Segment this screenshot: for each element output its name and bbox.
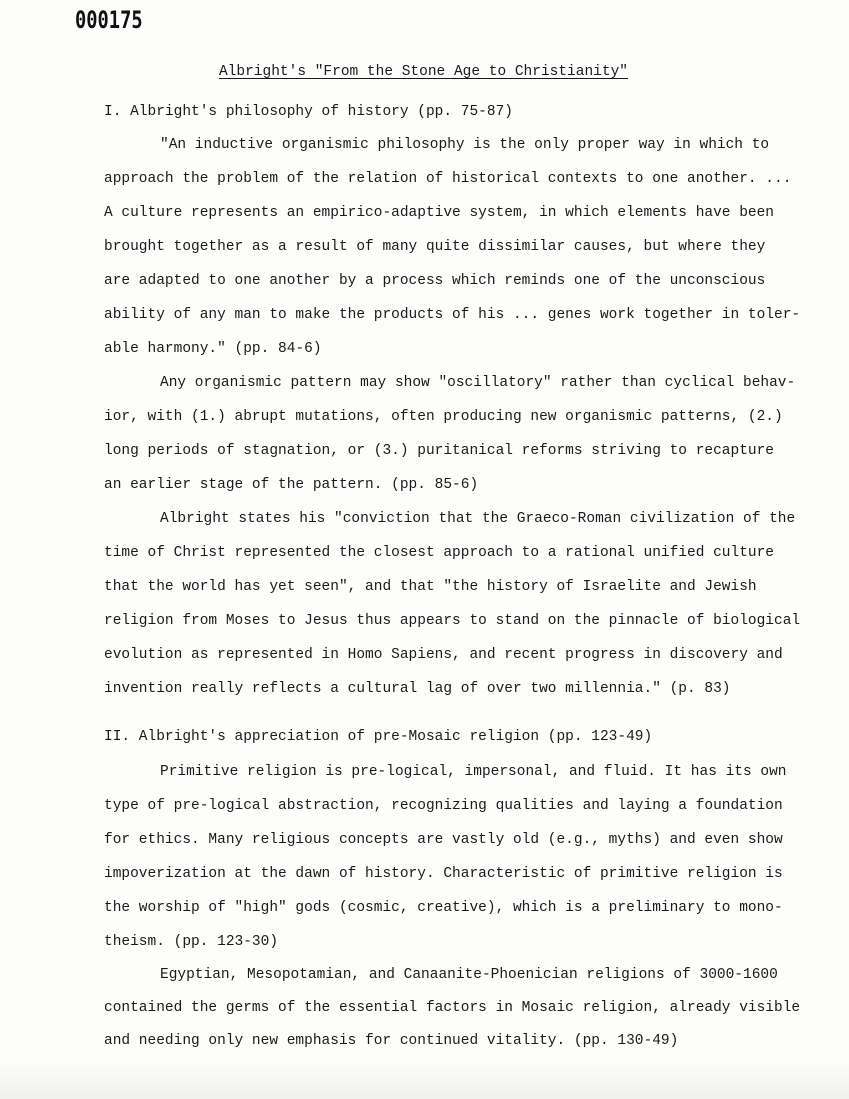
paragraph-line: contained the germs of the essential factors in Mosaic religion, already visible	[104, 1000, 801, 1016]
paragraph-line: evolution as represented in Homo Sapiens, and recent progress in discovery and	[104, 647, 783, 663]
paragraph-line: Primitive religion is pre-logical, impersonal, and fluid. It has its own	[160, 764, 787, 780]
paragraph-line: "An inductive organismic philosophy is the only proper way in which to	[160, 137, 770, 153]
paragraph-line: approach the problem of the relation of historical contexts to one another. ...	[104, 171, 792, 187]
paragraph-line: ior, with (1.) abrupt mutations, often producing new organismic patterns, (2.)	[104, 409, 783, 425]
document-number: 000175	[75, 6, 143, 34]
paragraph-line: religion from Moses to Jesus thus appears to stand on the pinnacle of biological	[104, 613, 801, 629]
paragraph-line: theism. (pp. 123-30)	[104, 934, 279, 950]
paragraph-line: A culture represents an empirico-adaptive system, in which elements have been	[104, 205, 775, 221]
paragraph-line: for ethics. Many religious concepts are vastly old (e.g., myths) and even show	[104, 832, 783, 848]
paragraph-line: ability of any man to make the products of his ... genes work together in toler-	[104, 307, 801, 323]
paragraph-line: and needing only new emphasis for continued vitality. (pp. 130-49)	[104, 1033, 679, 1049]
paragraph-line: are adapted to one another by a process which reminds one of the unconscious	[104, 273, 766, 289]
paragraph-line: long periods of stagnation, or (3.) puritanical reforms striving to recapture	[104, 443, 775, 459]
paragraph-line: brought together as a result of many quite dissimilar causes, but where they	[104, 239, 766, 255]
paragraph-line: invention really reflects a cultural lag of over two millennia." (p. 83)	[104, 681, 731, 697]
section-1-heading: I. Albright's philosophy of history (pp. 75-87)	[104, 104, 513, 120]
paragraph-line: impoverization at the dawn of history. Characteristic of primitive religion is	[104, 866, 783, 882]
paragraph-line: that the world has yet seen", and that "the history of Israelite and Jewish	[104, 579, 757, 595]
paragraph-line: able harmony." (pp. 84-6)	[104, 341, 322, 357]
paragraph-line: the worship of "high" gods (cosmic, creative), which is a preliminary to mono-	[104, 900, 783, 916]
paragraph-line: type of pre-logical abstraction, recognizing qualities and laying a foundation	[104, 798, 783, 814]
paragraph-line: time of Christ represented the closest approach to a rational unified culture	[104, 545, 775, 561]
page-edge-shading	[0, 1059, 849, 1099]
section-2-heading: II. Albright's appreciation of pre-Mosaic religion (pp. 123-49)	[104, 729, 653, 745]
paragraph-line: Egyptian, Mesopotamian, and Canaanite-Phoenician religions of 3000-1600	[160, 967, 778, 983]
paragraph-line: Any organismic pattern may show "oscillatory" rather than cyclical behav-	[160, 375, 796, 391]
paragraph-line: an earlier stage of the pattern. (pp. 85-6)	[104, 477, 479, 493]
paragraph-line: Albright states his "conviction that the Graeco-Roman civilization of the	[160, 511, 796, 527]
document-title: Albright's "From the Stone Age to Christianity"	[219, 64, 628, 80]
